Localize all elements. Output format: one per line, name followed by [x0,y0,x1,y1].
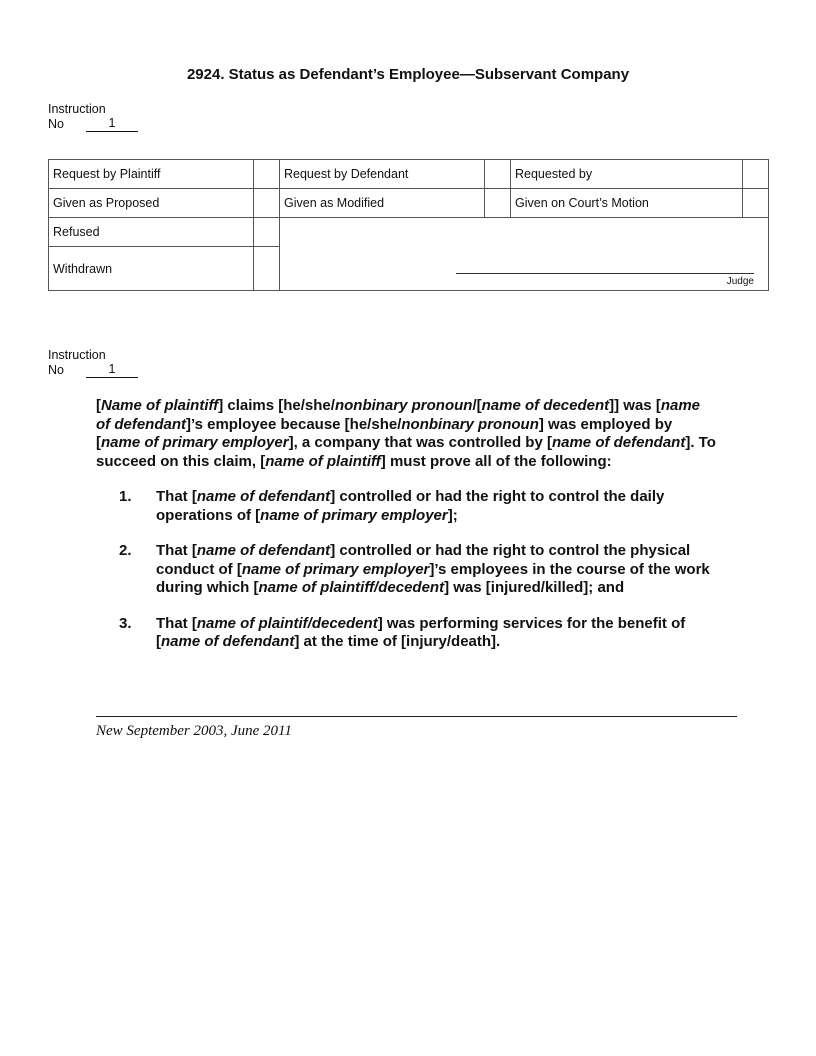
requested-by-box [743,160,769,189]
intro-paragraph: [Name of plaintiff] claims [he/she/nonbinary pronoun/[name of decedent]] was [name of defendant]’s employee because [he/she/nonbinary pronoun] was employed by [name of primary employer], a company that was controlled by [name of defendant]. To succeed on this claim, [name of plaintiff] must prove all of the following: [96,397,716,470]
request-by-plaintiff-label: Request by Plaintiff [49,160,254,189]
instruction-block-bottom [48,348,138,378]
judge-signature-area [280,218,769,291]
refused-box [254,218,280,247]
item-number: 1. [119,488,132,505]
no-label: No [48,117,64,131]
instruction-label: Instruction [48,348,106,362]
instruction-number: 1 [86,117,138,132]
item-text: That [name of defendant] controlled or had the right to control the daily operations of [name of primary employer]; [156,488,665,524]
list-item [96,488,716,525]
item-number: 2. [119,542,132,559]
given-as-proposed-label: Given as Proposed [49,189,254,218]
request-by-defendant-label: Request by Defendant [280,160,485,189]
no-label: No [48,363,64,377]
instruction-block-top [48,102,138,132]
given-on-courts-motion-label: Given on Court’s Motion [511,189,743,218]
request-by-defendant-box [485,160,511,189]
given-as-modified-label: Given as Modified [280,189,485,218]
requested-by-label: Requested by [511,160,743,189]
withdrawn-label: Withdrawn [49,247,254,291]
page-title: 2924. Status as Defendant’s Employee—Subservant Company [186,66,630,83]
instruction-number: 1 [86,363,138,378]
elements-list [96,488,716,652]
divider [96,716,737,717]
judge-signature-line [456,273,754,274]
history-note: New September 2003, June 2011 [96,723,292,739]
instruction-label: Instruction [48,102,106,116]
judge-label: Judge [726,276,754,287]
list-item [96,615,716,652]
withdrawn-box [254,247,280,291]
request-table [48,159,769,291]
given-on-courts-motion-box [743,189,769,218]
instruction-body [96,397,716,652]
refused-label: Refused [49,218,254,247]
item-text: That [name of plaintif/decedent] was performing services for the benefit of [name of defendant] at the time of [injury/death]. [156,614,686,650]
given-as-modified-box [485,189,511,218]
item-number: 3. [119,614,132,632]
given-as-proposed-box [254,189,280,218]
item-text: That [name of defendant] controlled or had the right to control the physical conduct of [name of primary employer]’s employees in the course of the work during which [name of plaintiff/decedent] was [injured/killed]; and [156,542,710,596]
list-item [96,542,716,598]
request-by-plaintiff-box [254,160,280,189]
